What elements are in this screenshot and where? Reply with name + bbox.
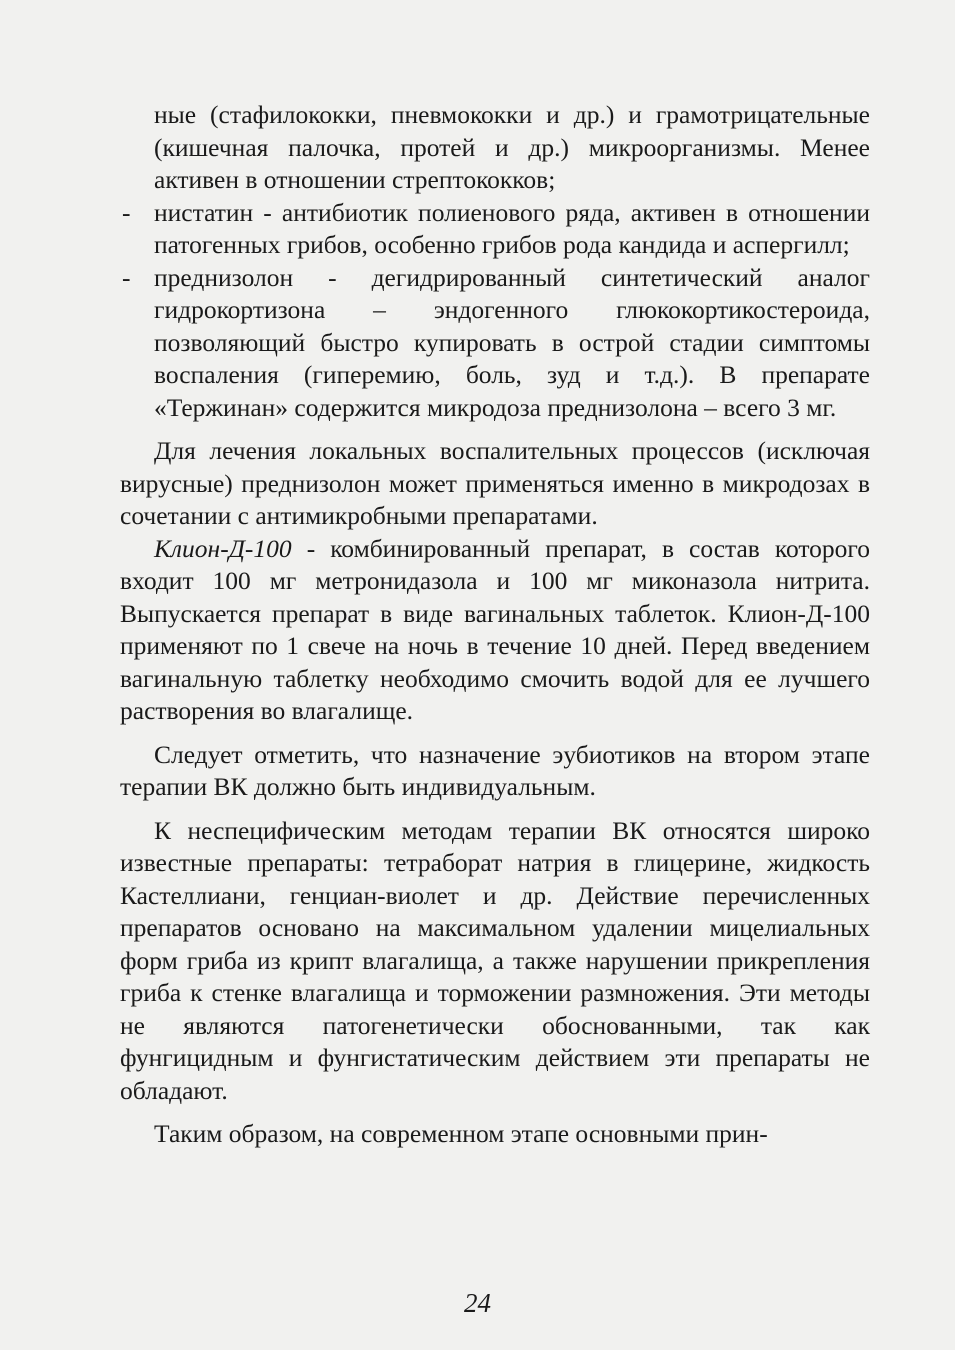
list-item-nystatin [120,197,870,262]
list-item-text: преднизолон - дегидрированный синтетический аналог гидрокортизона – эндогенного глюкокортикостероида, позволяющий быстро купировать в острой стадии симптомы воспаления (гиперемию, боль, зуд и т.д.). В препарате «Тержинан» содержится микродоза преднизолона – всего 3 мг. [154,262,870,422]
list-dash: - [122,197,131,227]
body-text [120,99,870,1151]
list-dash: - [122,262,131,292]
paragraph-conclusion: Таким образом, на современном этапе основными прин- [154,1119,768,1148]
paragraph-local-treatment: Для лечения локальных воспалительных процессов (исключая вирусные) преднизолон может применяться именно в микродозах в сочетании с антимикробными препаратами. [120,436,870,530]
paragraph-eubiotics: Следует отметить, что назначение эубиотиков на втором этапе терапии ВК должно быть индивидуальным. [120,739,870,801]
paragraph-text: - комбинированный препарат, в состав которого входит 100 мг метронидазола и 100 мг миконазола нитрита. Выпускается препарат в виде вагинальных таблеток. Клион-Д-100 применяют по 1 свече на ночь в течение 10 дней. Перед введением вагинальную таблетку необходимо смочить водой для ее лучшего растворения во влагалище. [120,533,870,725]
drug-name: Клион-Д-100 [154,533,292,563]
list-item-prednisolone [120,262,870,425]
page-number: 24 [464,1288,491,1318]
paragraph-continuation: ные (стафилококки, пневмококки и др.) и грамотрицательные (кишечная палочка, протей и др.) микроорганизмы. Менее активен в отношении стрептококков; [154,100,870,194]
paragraph-klion [120,533,870,728]
paragraph-nonspecific-methods: К неспецифическим методам терапии ВК относятся широко известные препараты: тетраборат натрия в глицерине, жидкость Кастеллиани, генциан-виолет и др. Действие перечисленных препаратов основано на максимальном удалении мицелиальных форм гриба из крипт влагалища, а также нарушении прикрепления гриба к стенке влагалища и торможении размножения. Эти методы не являются патогенетически обоснованными, так как фунгицидным и фунгистатическим действием эти препараты не обладают. [120,815,870,1105]
list-item-text: нистатин - антибиотик полиенового ряда, активен в отношении патогенных грибов, особенно грибов рода кандида и аспергилл; [154,197,870,259]
